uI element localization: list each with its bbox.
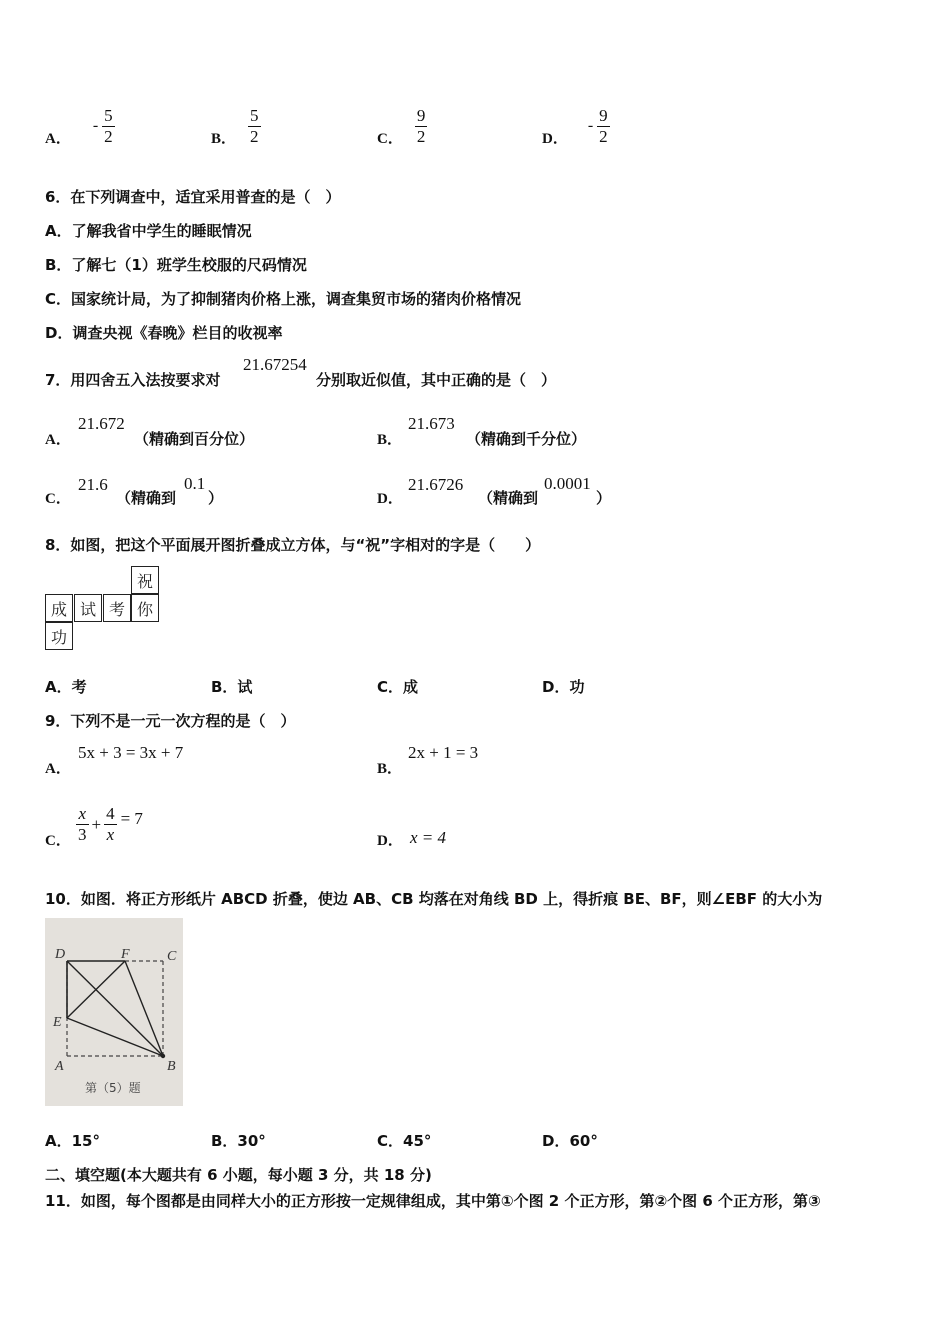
- denominator: 2: [416, 126, 426, 146]
- q8-option-d: D．功: [542, 678, 585, 696]
- label-a: A: [55, 1059, 64, 1074]
- q7-option-a-letter: A．: [45, 432, 71, 448]
- plus-sign: +: [91, 814, 102, 834]
- q5-option-c-fraction: [415, 106, 428, 147]
- q5-option-c: [377, 102, 427, 150]
- q5-option-d-letter: D．: [542, 130, 568, 147]
- q7-option-c-letter: C．: [45, 491, 71, 507]
- fraction-x-over-3: [76, 804, 89, 845]
- square-fold-diagram: [45, 918, 183, 1106]
- rhs: = 7: [120, 808, 143, 828]
- figure-caption: 第（5）题: [85, 1081, 141, 1095]
- q5-option-d-sign: -: [587, 117, 594, 134]
- q10-stem: 10．如图．将正方形纸片 ABCD 折叠，使边 AB、CB 均落在对角线 BD 上，得折痕 BE、BF，则∠EBF 的大小为: [45, 890, 823, 908]
- denominator: x: [106, 825, 115, 844]
- square-fold-figure: [45, 918, 183, 1106]
- q5-option-a-sign: -: [92, 117, 99, 134]
- q7-option-c-value: 21.6: [78, 475, 108, 494]
- label-c: C: [167, 949, 177, 964]
- q10-option-a: A．15°: [45, 1132, 100, 1150]
- q7-option-d-letter: D．: [377, 491, 403, 507]
- q7-option-b-letter: B．: [377, 432, 403, 448]
- diagonal-bd: [67, 961, 163, 1056]
- numerator: x: [78, 804, 87, 823]
- crease-bf: [125, 961, 163, 1056]
- q10-option-d: D．60°: [542, 1132, 598, 1150]
- q7-option-a-value: 21.672: [78, 414, 125, 433]
- q6-option-b: B．了解七（1）班学生校服的尺码情况: [45, 256, 307, 274]
- q7-option-d-value: 21.6726: [408, 475, 464, 494]
- denominator: 2: [599, 126, 608, 146]
- q8-option-c: C．成: [377, 678, 419, 696]
- numerator: 9: [599, 105, 608, 125]
- q6-option-d: D．调查央视《春晚》栏目的收视率: [45, 324, 283, 342]
- denominator: 3: [78, 825, 87, 844]
- q5-option-a-fraction: [102, 106, 115, 147]
- q7-option-c-note: （精确到: [116, 489, 177, 507]
- q5-option-d: [542, 102, 610, 150]
- q9-option-c-letter: C．: [45, 833, 71, 849]
- fraction-4-over-x: [104, 804, 117, 845]
- q5-option-a-letter: A．: [45, 130, 71, 147]
- net-cell-3: 考: [103, 594, 131, 622]
- q7-stem-pre: 7．用四舍五入法按要求对: [45, 371, 221, 389]
- q6-stem: 6．在下列调查中，适宜采用普查的是（ ）: [45, 188, 341, 206]
- crease-be: [67, 1018, 163, 1056]
- net-cell-1: 成: [45, 594, 73, 622]
- q9-option-d-expr: x = 4: [410, 828, 447, 847]
- denominator: 2: [104, 126, 113, 146]
- net-cell-4: 你: [131, 594, 159, 622]
- q7-option-c-precision: 0.1: [184, 474, 206, 493]
- section-2-heading: 二、填空题(本大题共有 6 小题，每小题 3 分，共 18 分): [45, 1166, 432, 1184]
- q9-option-b-letter: B．: [377, 761, 403, 777]
- net-cell-2: 试: [74, 594, 102, 622]
- q9-option-d-letter: D．: [377, 833, 403, 849]
- numerator: 9: [416, 105, 426, 125]
- q7-option-d-note: （精确到: [478, 489, 539, 507]
- q5-option-a: [45, 102, 115, 150]
- q6-option-c: C．国家统计局，为了抑制猪肉价格上涨，调查集贸市场的猪肉价格情况: [45, 290, 522, 308]
- q9-stem: 9．下列不是一元一次方程的是（ ）: [45, 712, 296, 730]
- q7-option-b-value: 21.673: [408, 414, 455, 433]
- numerator: 4: [106, 804, 115, 823]
- net-cell-bottom: 功: [45, 622, 73, 650]
- q10-option-c: C．45°: [377, 1132, 432, 1150]
- numerator: 5: [104, 105, 113, 125]
- label-e: E: [53, 1015, 62, 1030]
- q7-value: 21.67254: [243, 355, 307, 374]
- numerator: 5: [250, 105, 259, 125]
- q5-option-b-letter: B．: [211, 130, 237, 147]
- denominator: 2: [250, 126, 259, 146]
- q9-option-c-expr: [76, 804, 143, 845]
- q5-option-d-fraction: [597, 106, 610, 147]
- q11-stem: 11．如图，每个图都是由同样大小的正方形按一定规律组成，其中第①个图 2 个正方形，第②个图 6 个正方形，第③: [45, 1192, 821, 1210]
- label-b: B: [167, 1059, 176, 1074]
- q7-option-d-note-end: ）: [596, 489, 612, 507]
- label-d: D: [55, 947, 66, 962]
- q7-option-d-precision: 0.0001: [544, 474, 591, 493]
- q5-option-b: [211, 102, 261, 150]
- q9-option-a-letter: A．: [45, 761, 71, 777]
- q7-option-b-note: （精确到千分位）: [466, 430, 587, 448]
- q5-option-b-fraction: [248, 106, 261, 147]
- q5-option-c-letter: C．: [377, 130, 403, 147]
- point-b-dot: [161, 1054, 165, 1058]
- q9-option-b-expr: 2x + 1 = 3: [408, 743, 479, 762]
- q9-option-a-expr: 5x + 3 = 3x + 7: [78, 743, 184, 762]
- q8-option-a: A．考: [45, 678, 87, 696]
- q8-option-b: B．试: [211, 678, 253, 696]
- q7-option-a-note: （精确到百分位）: [134, 430, 255, 448]
- q6-option-a: A．了解我省中学生的睡眠情况: [45, 222, 252, 240]
- q7-option-c-note-end: ）: [208, 489, 224, 507]
- q7-stem-post: 分别取近似值，其中正确的是（ ）: [316, 371, 557, 389]
- q8-stem: 8．如图，把这个平面展开图折叠成立方体，与“祝”字相对的字是（ ）: [45, 536, 541, 554]
- q10-option-b: B．30°: [211, 1132, 266, 1150]
- label-f: F: [121, 947, 130, 962]
- net-cell-top: 祝: [131, 566, 159, 594]
